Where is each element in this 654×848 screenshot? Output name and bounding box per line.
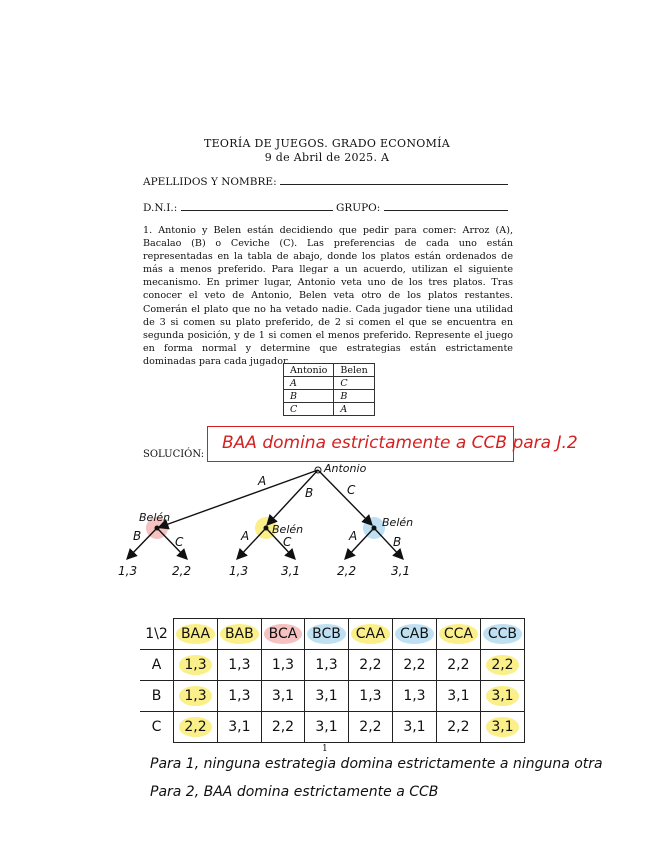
matrix-cell: 1,3 [393, 681, 437, 712]
matrix-cell: 3,1 [305, 712, 349, 743]
matrix-cell: 2,2 [179, 717, 211, 737]
matrix-cell: 3,1 [436, 681, 480, 712]
branch-label-a: A [258, 474, 267, 488]
payoff-label: 3,1 [391, 564, 411, 578]
matrix-cell: 2,2 [393, 650, 437, 681]
matrix-cell: 1,3 [179, 655, 211, 675]
solution-label: SOLUCIÓN: [143, 449, 205, 460]
col-header: BCB [307, 624, 346, 644]
problem-statement: 1. Antonio y Belen están decidiendo que pedir para comer: Arroz (A), Bacalao (B) o Ceviche (C). Las preferencias de cada uno están representadas en la tabla de abajo, donde los platos están ordenados de más a menos preferido. Para llegar a un acuerdo, utilizan el siguiente mecanismo. En primer lugar, Antonio veta uno de los tres platos. Tras conocer el veto de Antonio, Belen veta otro de los platos restantes. Comerán el plato que no ha vetado nadie. Cada jugador tiene una utilidad de 3 si comen su plato preferido, de 2 si comen el que se encuentra en segunda posición, y de 1 si comen el menos preferido. Represente el juego en forma normal y determine que estrategias están estrictamente dominadas para cada jugador. [143, 225, 513, 367]
col-header: CCA [439, 624, 478, 644]
matrix-row-a [140, 650, 525, 681]
col-header: BAB [220, 624, 259, 644]
matrix-cell: 1,3 [305, 650, 349, 681]
root-label: Antonio [324, 462, 367, 475]
matrix-row-b [140, 681, 525, 712]
note-player-1: Para 1, ninguna estrategia domina estrictamente a ninguna otra [150, 756, 603, 772]
boxed-answer: BAA domina estrictamente a CCB para J.2 [222, 433, 578, 453]
col-header: CAA [351, 624, 390, 644]
matrix-row-c [140, 712, 525, 743]
dni-label: D.N.I.: [143, 202, 178, 214]
matrix-header-row [140, 619, 525, 650]
matrix-cell: 2,2 [348, 712, 392, 743]
sub-branch-label: A [349, 529, 358, 543]
branch-label-b: B [305, 486, 314, 500]
payoff-label: 1,3 [229, 564, 249, 578]
matrix-cell: 1,3 [261, 650, 305, 681]
exam-date: 9 de Abril de 2025. A [264, 151, 390, 164]
sub-branch-label: A [241, 529, 250, 543]
matrix-cell: 2,2 [261, 712, 305, 743]
pref-cell: C [284, 403, 334, 416]
pref-cell: B [334, 390, 374, 403]
row-label: A [140, 650, 174, 681]
page-number: 1 [322, 744, 328, 754]
row-label: C [140, 712, 174, 743]
pref-header-belen: Belen [334, 364, 374, 377]
payoff-label: 3,1 [281, 564, 301, 578]
matrix-cell: 3,1 [218, 712, 262, 743]
col-header: CCB [483, 624, 522, 644]
matrix-cell: 2,2 [486, 655, 518, 675]
branch-a [160, 470, 318, 527]
note-player-2: Para 2, BAA domina estrictamente a CCB [150, 784, 439, 800]
matrix-cell: 1,3 [348, 681, 392, 712]
matrix-cell: 3,1 [261, 681, 305, 712]
matrix-cell: 2,2 [436, 650, 480, 681]
branch-label-c: C [347, 483, 356, 497]
exam-title: TEORÍA DE JUEGOS. GRADO ECONOMÍA [203, 137, 451, 150]
sub-branch-label: C [283, 535, 292, 549]
matrix-cell: 3,1 [486, 717, 518, 737]
sub-branch-label: B [133, 529, 142, 543]
branch-c [318, 470, 371, 524]
node-label-2: Belén [272, 523, 304, 536]
matrix-cell: 1,3 [218, 650, 262, 681]
payoff-label: 2,2 [337, 564, 357, 578]
sub-branch-label: C [175, 535, 184, 549]
matrix-cell: 3,1 [393, 712, 437, 743]
matrix-cell: 1,3 [179, 686, 211, 706]
node-label-1: Belén [139, 511, 171, 524]
matrix-cell: 3,1 [486, 686, 518, 706]
pref-cell: C [334, 377, 374, 390]
matrix-corner: 1\2 [140, 619, 174, 650]
matrix-cell: 1,3 [218, 681, 262, 712]
payoff-label: 2,2 [172, 564, 192, 578]
col-header: BCA [264, 624, 303, 644]
payoff-label: 1,3 [118, 564, 138, 578]
pref-cell: A [334, 403, 374, 416]
sub-branch-label: B [393, 535, 402, 549]
normal-form-matrix [140, 618, 525, 743]
row-label: B [140, 681, 174, 712]
pref-header-antonio: Antonio [284, 364, 334, 377]
pref-cell: A [284, 377, 334, 390]
node-label-3: Belén [382, 516, 414, 529]
matrix-cell: 2,2 [348, 650, 392, 681]
grupo-label: GRUPO: [335, 202, 381, 214]
pref-cell: B [284, 390, 334, 403]
matrix-cell: 2,2 [436, 712, 480, 743]
apellidos-label: APELLIDOS Y NOMBRE: [143, 176, 277, 188]
col-header: BAA [176, 624, 215, 644]
col-header: CAB [395, 624, 434, 644]
matrix-cell: 3,1 [305, 681, 349, 712]
